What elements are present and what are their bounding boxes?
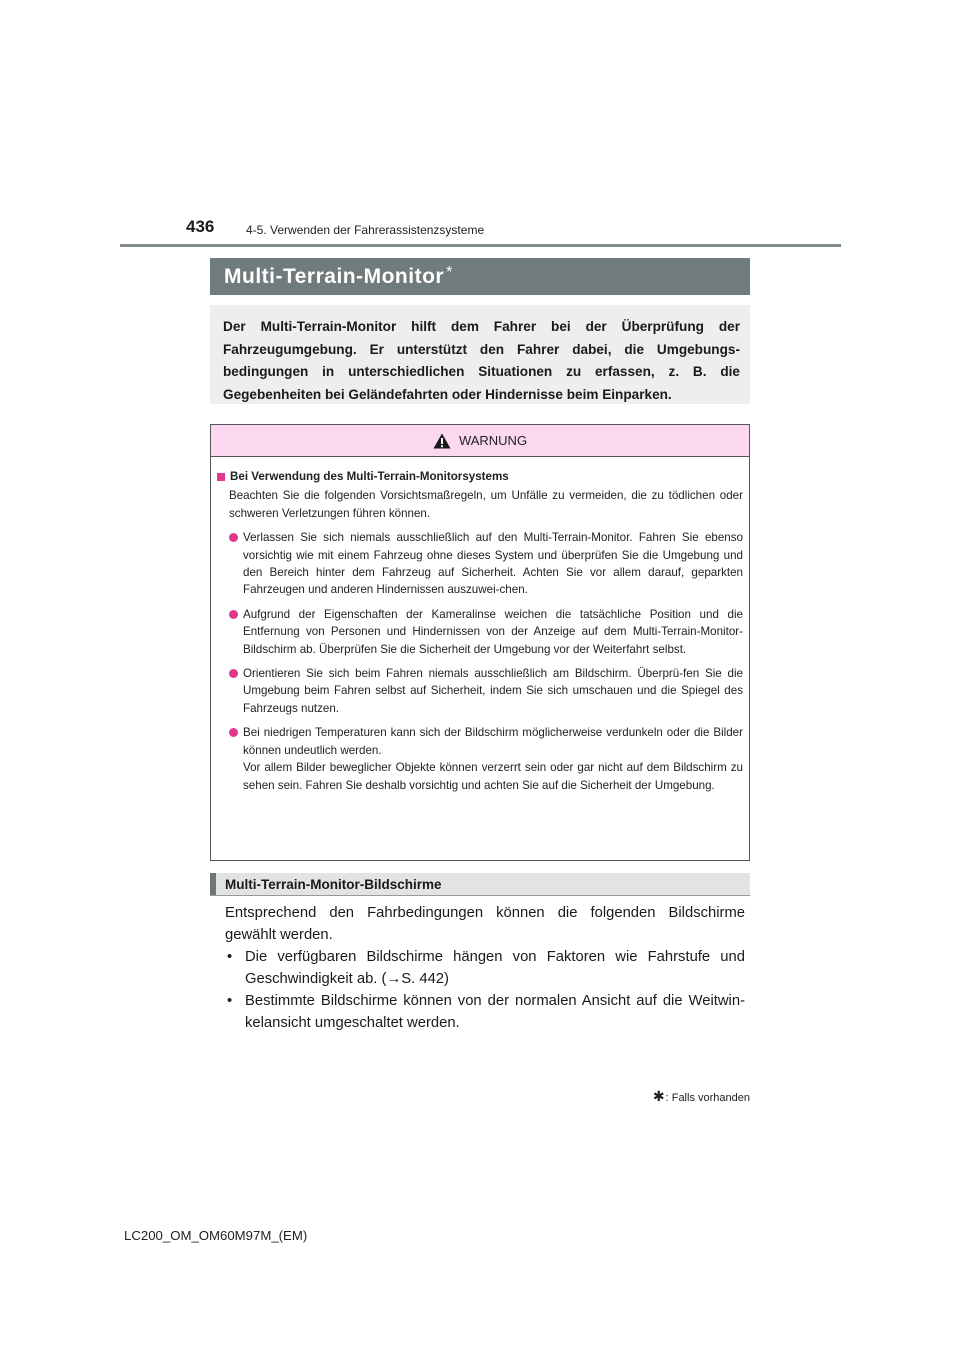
document-code: LC200_OM_OM60M97M_(EM)	[124, 1228, 308, 1243]
warning-item	[217, 665, 743, 717]
footnote-asterisk-icon: ✱	[652, 1088, 665, 1104]
warning-item-first-line: Bei niedrigen Temperaturen kann sich der Bildschirm möglicherweise verdunkeln oder die Bilder können undeutlich werden.	[243, 726, 743, 757]
warning-item	[217, 529, 743, 599]
header-rule	[120, 244, 841, 247]
warning-item	[217, 606, 743, 658]
bullet-dot-icon	[229, 610, 238, 619]
warning-label: WARNUNG	[458, 433, 528, 448]
warning-body	[211, 457, 749, 794]
page-number: 436	[186, 217, 215, 236]
body-text	[225, 902, 745, 1034]
title-bar	[210, 258, 750, 295]
warning-box	[210, 424, 750, 861]
warning-item-text: Aufgrund der Eigenschaften der Kameralinse weichen die tatsächliche Position und die Entfernung von Personen und Hindernissen von der Anzeige auf dem Multi-Terrain-Monitor-Bildschirm ab. Überprüfen Sie die Sicherheit der Umgebung vor der Weiterfahrt selbst.	[243, 607, 743, 656]
bullet-dot-icon	[229, 728, 238, 737]
footnote-text: : Falls vorhanden	[665, 1092, 750, 1104]
warning-item-continuation: Vor allem Bilder beweglicher Objekte können verzerrt sein oder gar nicht auf dem Bildschirm zu sehen sein. Fahren Sie deshalb vorsichtig und achten Sie auf die Sicherheit der Umgebung.	[243, 761, 743, 792]
warning-heading	[217, 468, 743, 485]
warning-item-text: Verlassen Sie sich niemals ausschließlich auf den Multi-Terrain-Monitor. Fahren Sie ebenso vorsichtig wie mit einem Fahrzeug ohne dieses System und überprüfen Sie die Umgebung und den Bereich hinter dem Fahrzeug auf Sicherheit. Achten Sie vor allem darauf, geparkten Fahrzeugen und anderen Hindernissen auszuwei-chen.	[243, 531, 743, 597]
list-item	[225, 946, 745, 990]
warning-header	[211, 425, 749, 457]
page-title: Multi-Terrain-Monitor	[224, 264, 445, 288]
warning-intro: Beachten Sie die folgenden Vorsichtsmaßregeln, um Unfälle zu vermeiden, die zu tödlichen oder schweren Verletzungen führen können.	[229, 489, 743, 520]
bullet-icon: •	[227, 949, 233, 965]
subsection-title-text: Multi-Terrain-Monitor-Bildschirme	[225, 876, 442, 892]
list-item-text: Die verfügbaren Bildschirme hängen von Faktoren wie Fahrstufe und Geschwindigkeit ab. (→S. 442)	[245, 949, 745, 987]
body-paragraph: Entsprechend den Fahrbedingungen können die folgenden Bildschirme gewählt werden.	[225, 905, 745, 943]
warning-heading-text: Bei Verwendung des Multi-Terrain-Monitorsystems	[230, 470, 509, 483]
title-asterisk: *	[446, 263, 453, 281]
warning-item-text: Orientieren Sie sich beim Fahren niemals ausschließlich am Bildschirm. Überprü-fen Sie die Umgebung beim Fahren selbst auf Sicherheit, indem Sie sich umschauen und die Spiegel des Fahrzeugs nutzen.	[243, 667, 743, 715]
list-item-text: Bestimmte Bildschirme können von der normalen Ansicht auf die Weitwin-kelansicht umgeschaltet werden.	[245, 993, 745, 1031]
bullet-dot-icon	[229, 533, 238, 542]
bullet-dot-icon	[229, 669, 238, 678]
intro-box	[210, 305, 750, 404]
section-header: 4-5. Verwenden der Fahrerassistenzsysteme	[246, 223, 485, 237]
subsection-underline	[210, 895, 750, 896]
square-bullet-icon	[217, 473, 225, 481]
intro-text: Der Multi-Terrain-Monitor hilft dem Fahrer bei der Überprüfung der Fahrzeugumgebung. Er unterstützt den Fahrer dabei, die Umgebungsbedingungen in unterschiedlichen Situationen zu erfassen, z. B. die Gegebenheiten bei Geländefahrten oder Hindernisse beim Einparken.	[223, 319, 740, 402]
list-item	[225, 990, 745, 1034]
warning-item	[217, 724, 743, 794]
subsection-title	[210, 873, 750, 895]
footnote	[653, 1088, 750, 1105]
warning-item-text	[243, 724, 743, 794]
bullet-icon: •	[227, 993, 233, 1009]
warning-icon	[433, 433, 451, 449]
